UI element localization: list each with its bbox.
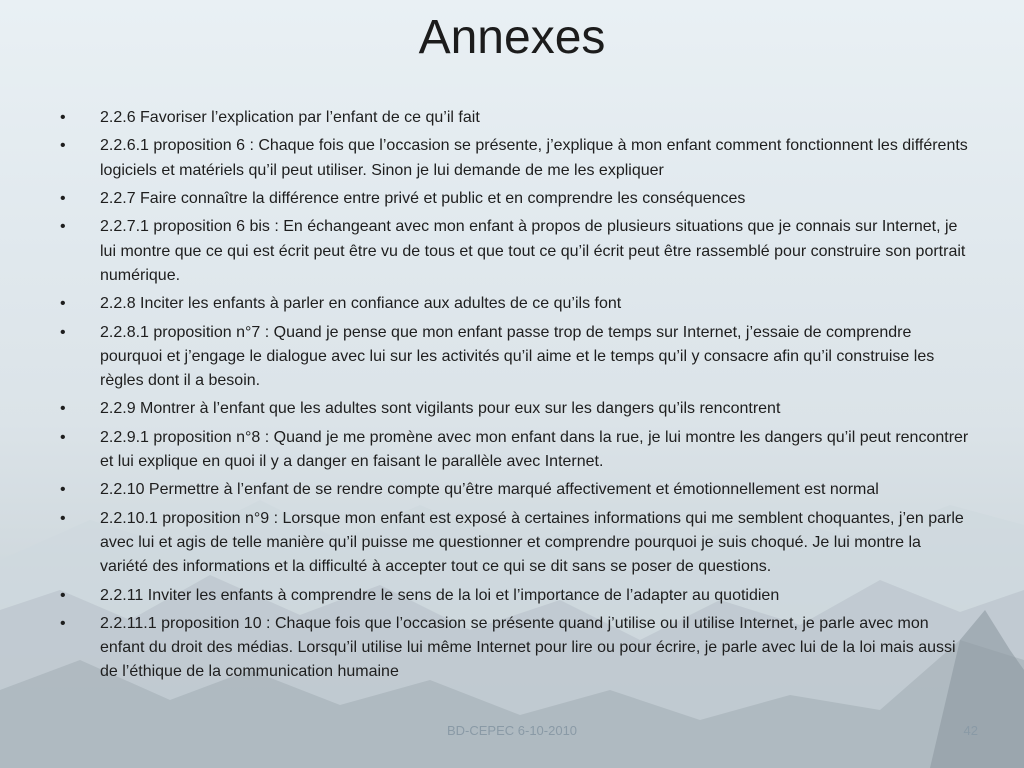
bullet-text: 2.2.6.1 proposition 6 : Chaque fois que l’occasion se présente, j’explique à mon enfant comment fonctionnent les différents logiciels et matériels qu’il peut utiliser. Sinon je lui demande de me les expliquer <box>100 137 968 179</box>
bullet-text: 2.2.9 Montrer à l’enfant que les adultes sont vigilants pour eux sur les dangers qu’ils rencontrent <box>100 400 781 418</box>
bullet-dot-icon: • <box>60 509 66 527</box>
bullet-text: 2.2.7.1 proposition 6 bis : En échangeant avec mon enfant à propos de plusieurs situations que je connais sur Internet, je lui montre que ce qui est écrit peut être vu de tous et que tout ce qu’il écrit peut être rassemblé pour construire son portrait numérique. <box>100 218 966 284</box>
bullet-text: 2.2.10.1 proposition n°9 : Lorsque mon enfant est exposé à certaines informations qui me semblent choquantes, j’en parle avec lui et agis de telle manière qu’il puisse me questionner et comprendre pourquoi je suis choqué. Je lui montre la variété des informations et la difficulté à accepter tout ce qui se dit sans se poser de questions. <box>100 509 964 576</box>
bullet-item <box>58 612 973 685</box>
bullet-text: 2.2.7 Faire connaître la différence entre privé et public et en comprendre les conséquences <box>100 189 746 207</box>
bullet-dot-icon: • <box>60 218 66 236</box>
bullet-dot-icon: • <box>60 323 66 341</box>
bullet-text: 2.2.11 Inviter les enfants à comprendre le sens de la loi et l’importance de l’adapter au quotidien <box>100 586 780 604</box>
bullet-text: 2.2.11.1 proposition 10 : Chaque fois que l’occasion se présente quand j’utilise ou il utilise Internet, je parle avec mon enfant du droit des médias. Lorsqu’il utilise lui même Internet pour lire ou pour écrire, je parle avec lui de la loi mais aussi de l’éthique de la communication humaine <box>100 614 956 681</box>
bullet-item <box>58 478 973 502</box>
bullet-dot-icon: • <box>60 295 66 313</box>
bullet-item <box>58 187 973 211</box>
bullet-item <box>58 426 973 474</box>
bullet-dot-icon: • <box>60 400 66 418</box>
slide-title: Annexes <box>418 11 606 64</box>
bullet-item <box>58 321 973 394</box>
bullet-dot-icon: • <box>60 189 66 207</box>
bullet-dot-icon: • <box>60 109 66 126</box>
bullet-dot-icon: • <box>60 481 66 499</box>
bullet-item <box>58 584 973 608</box>
bullet-text: 2.2.8 Inciter les enfants à parler en confiance aux adultes de ce qu’ils font <box>100 295 622 313</box>
bullet-text: 2.2.9.1 proposition n°8 : Quand je me promène avec mon enfant dans la rue, je lui montre les dangers qu’il peut rencontrer et lui explique en quoi il y a danger en faisant le parallèle avec Internet. <box>100 428 969 470</box>
bullet-item <box>58 215 973 288</box>
bullet-text: 2.2.6 Favoriser l’explication par l’enfant de ce qu’il fait <box>100 109 480 126</box>
bullet-item <box>58 292 973 316</box>
footer-text: BD-CEPEC 6-10-2010 <box>446 723 578 738</box>
bullet-item <box>58 106 973 130</box>
bullet-dot-icon: • <box>60 586 66 604</box>
page-number: 42 <box>963 723 978 738</box>
bullet-list <box>58 106 973 689</box>
bullet-text: 2.2.8.1 proposition n°7 : Quand je pense que mon enfant passe trop de temps sur Internet, j’essaie de comprendre pourquoi et j’engage le dialogue avec lui sur les activités qu’il aime et le temps qu’il y consacre afin qu’il construise les règles dont il a besoin. <box>100 323 935 389</box>
bullet-dot-icon: • <box>60 614 66 632</box>
bullet-dot-icon: • <box>60 428 66 446</box>
bullet-item <box>58 397 973 421</box>
bullet-text: 2.2.10 Permettre à l’enfant de se rendre compte qu’être marqué affectivement et émotionnellement est normal <box>100 481 879 499</box>
bullet-item <box>58 134 973 182</box>
bullet-item <box>58 507 973 580</box>
bullet-dot-icon: • <box>60 137 66 155</box>
